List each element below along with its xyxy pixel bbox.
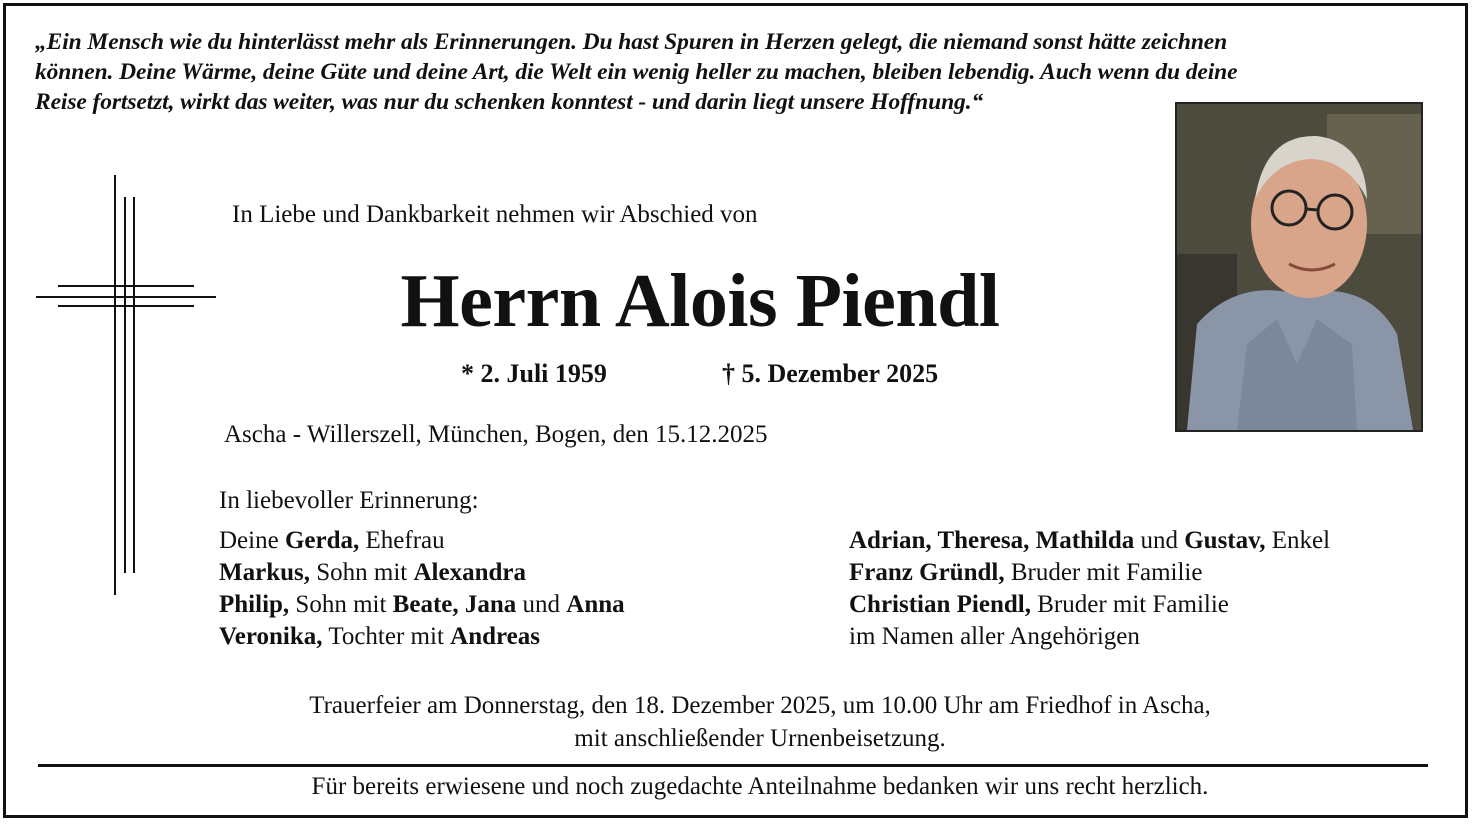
mourners-right bbox=[849, 525, 1330, 653]
intro-text: In Liebe und Dankbarkeit nehmen wir Abschied von bbox=[232, 201, 758, 228]
mourner-line: Deine Gerda, Ehefrau bbox=[219, 527, 445, 554]
mourner-line: Christian Piendl, Bruder mit Familie bbox=[849, 591, 1229, 618]
mourners-left bbox=[219, 525, 625, 653]
mourner-line: Philip, Sohn mit Beate, Jana und Anna bbox=[219, 591, 625, 618]
death-date: † 5. Dezember 2025 bbox=[722, 359, 939, 388]
mourner-line: Adrian, Theresa, Mathilda und Gustav, Enkel bbox=[849, 527, 1331, 554]
mourner-line: Veronika, Tochter mit Andreas bbox=[219, 623, 540, 650]
mourner-line: Markus, Sohn mit Alexandra bbox=[219, 559, 526, 586]
thanks-text: Für bereits erwiesene und noch zugedachte Anteilnahme bedanken wir uns recht herzlich. bbox=[311, 773, 1209, 800]
cross-icon bbox=[36, 175, 216, 595]
deceased-name: Herrn Alois Piendl bbox=[400, 259, 1000, 343]
quote-line: können. Deine Wärme, deine Güte und deine Art, die Welt ein wenig heller zu machen, bleiben lebendig. Auch wenn du deine bbox=[35, 59, 1238, 85]
place-date: Ascha - Willerszell, München, Bogen, den 15.12.2025 bbox=[224, 421, 768, 448]
funeral-line: mit anschließender Urnenbeisetzung. bbox=[574, 725, 946, 752]
memory-heading: In liebevoller Erinnerung: bbox=[219, 487, 479, 514]
funeral-line: Trauerfeier am Donnerstag, den 18. Dezember 2025, um 10.00 Uhr am Friedhof in Ascha, bbox=[309, 692, 1211, 719]
divider bbox=[38, 764, 1428, 767]
quote-line: „Ein Mensch wie du hinterlässt mehr als Erinnerungen. Du hast Spuren in Herzen gelegt, die niemand sonst hätte zeichnen bbox=[35, 29, 1228, 55]
mourner-line: Franz Gründl, Bruder mit Familie bbox=[849, 559, 1203, 586]
mourner-line: im Namen aller Angehörigen bbox=[849, 623, 1140, 650]
birth-date: * 2. Juli 1959 bbox=[461, 359, 607, 388]
funeral-info bbox=[0, 689, 1477, 755]
quote-line: Reise fortsetzt, wirkt das weiter, was nur du schenken konntest - und darin liegt unsere Hoffnung.“ bbox=[35, 89, 984, 115]
